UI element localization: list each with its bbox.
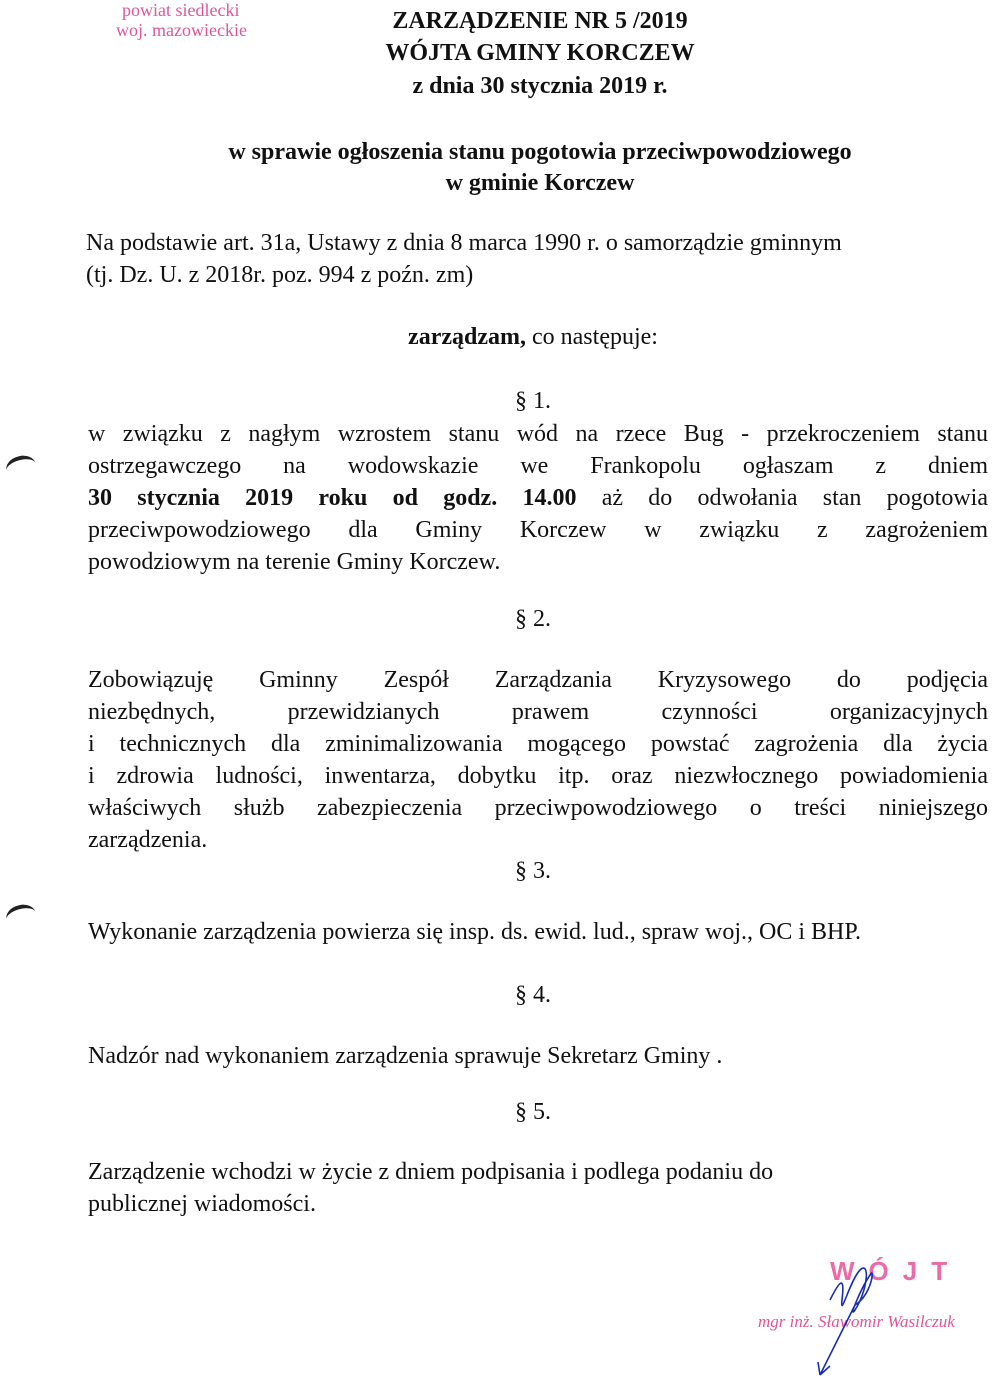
signature-stroke — [818, 1268, 872, 1375]
section-2-line: i technicznych dla zminimalizowania mogącego powstać zagrożenia dla życia — [88, 731, 988, 757]
section-1-line: powodziowym na terenie Gminy Korczew. — [88, 549, 501, 575]
legal-basis — [86, 227, 966, 291]
section-1-line: przeciwpowodziowego dla Gminy Korczew w związku z zagrożeniem — [88, 517, 988, 543]
section-4-line: Nadzór nad wykonaniem zarządzenia sprawuje Sekretarz Gminy . — [88, 1043, 723, 1069]
stamp-line-county: powiat siedlecki — [122, 0, 240, 20]
section-5-body — [88, 1156, 988, 1220]
subject-line-1: w sprawie ogłoszenia stanu pogotowia przeciwpowodziowego — [228, 139, 852, 165]
section-2-line: zarządzenia. — [88, 827, 208, 853]
decree-rest: co następuje: — [526, 324, 658, 350]
section-5-line: publicznej wiadomości. — [88, 1191, 316, 1217]
document-title: ZARZĄDZENIE NR 5 /2019 — [392, 8, 688, 34]
section-1-line: w związku z nagłym wzrostem stanu wód na rzece Bug - przekroczeniem stanu — [88, 421, 988, 447]
section-2-line: Zobowiązuję Gminny Zespół Zarządzania Kryzysowego do podjęcia — [88, 667, 988, 693]
section-5-line: Zarządzenie wchodzi w życie z dniem podpisania i podlega podaniu do — [88, 1159, 774, 1185]
decree-bold: zarządzam, — [408, 324, 526, 350]
handwritten-signature — [800, 1250, 900, 1380]
effective-date: 30 stycznia 2019 roku od godz. 14.00 — [88, 485, 577, 511]
stamp-line-voivodeship: woj. mazowieckie — [116, 20, 247, 40]
legal-basis-line-1: Na podstawie art. 31a, Ustawy z dnia 8 marca 1990 r. o samorządzie gminnym — [86, 230, 842, 256]
section-3-line: Wykonanie zarządzenia powierza się insp. ds. ewid. lud., spraw woj., OC i BHP. — [88, 919, 862, 945]
decree-line — [0, 324, 1000, 351]
section-1-text: aż do odwołania stan pogotowia — [576, 485, 988, 511]
document-date: z dnia 30 stycznia 2019 r. — [412, 73, 668, 99]
section-2-line: i zdrowia ludności, inwentarza, dobytku itp. oraz niezwłocznego powiadomienia — [88, 763, 988, 789]
signature-stamp-name: mgr inż. Sławomir Wasilczuk — [758, 1312, 955, 1331]
section-2-heading: § 2. — [515, 606, 551, 632]
subject-line-2: w gminie Korczew — [445, 170, 635, 196]
document-authority: WÓJTA GMINY KORCZEW — [385, 40, 695, 66]
legal-basis-line-2: (tj. Dz. U. z 2018r. poz. 994 z poźn. zm) — [86, 262, 474, 288]
section-1-heading: § 1. — [515, 388, 551, 414]
section-3-heading: § 3. — [515, 858, 551, 884]
section-5-heading: § 5. — [515, 1099, 551, 1125]
punch-hole-mark — [4, 901, 39, 930]
section-4-body — [88, 1040, 988, 1072]
punch-hole-mark — [4, 452, 39, 481]
section-2-body — [88, 664, 988, 856]
section-2-line: niezbędnych, przewidzianych prawem czynności organizacyjnych — [88, 699, 988, 725]
section-1-line-bold — [88, 482, 988, 514]
section-2-line: właściwych służb zabezpieczenia przeciwpowodziowego o treści niniejszego — [88, 795, 988, 821]
section-1-body — [88, 418, 988, 578]
section-4-heading: § 4. — [515, 982, 551, 1008]
section-3-body — [88, 916, 988, 948]
signature-stamp-title: WÓJT — [830, 1256, 962, 1286]
section-1-line: ostrzegawczego na wodowskazie we Frankopolu ogłaszam z dniem — [88, 453, 988, 479]
